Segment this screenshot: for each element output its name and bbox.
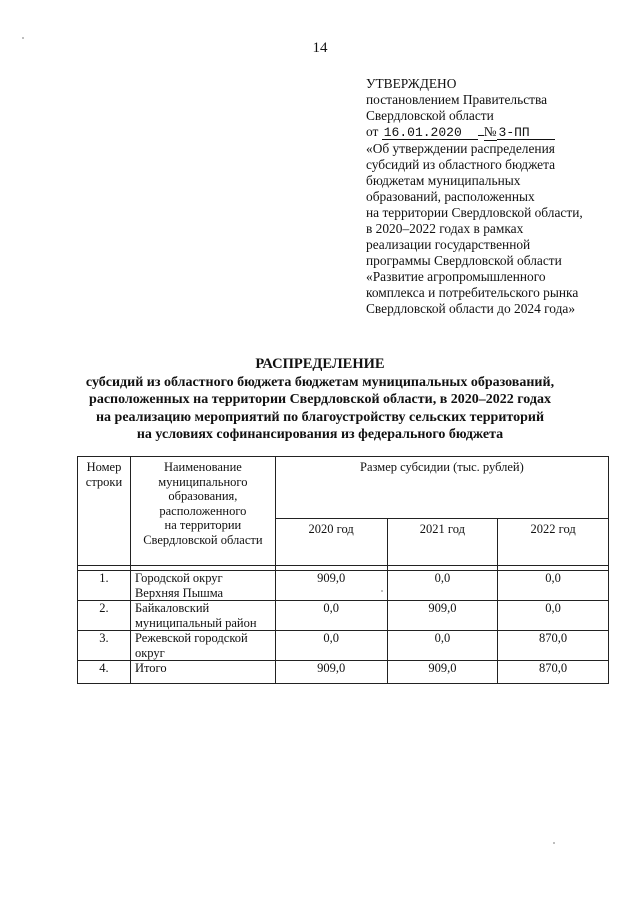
row-value-2022: 870,0: [498, 631, 609, 661]
header-amount: Размер субсидии (тыс. рублей): [275, 457, 608, 519]
approval-subject-line: субсидий из областного бюджета: [366, 157, 556, 172]
row-name: Итого: [130, 661, 275, 684]
approval-title: УТВЕРЖДЕНО: [366, 76, 457, 91]
header-year-2021: 2021 год: [387, 519, 498, 566]
date-prefix: от: [366, 124, 379, 139]
row-value-2022: 0,0: [498, 601, 609, 631]
row-value-2021: 909,0: [387, 601, 498, 631]
table-row: [78, 601, 609, 631]
approval-subject-line: программы Свердловской области: [366, 253, 562, 268]
row-value-2021: 0,0: [387, 571, 498, 601]
approval-subject-line: «Развитие агропромышленного: [366, 269, 546, 284]
row-value-2022: 870,0: [498, 661, 609, 684]
header-name: Наименование муниципального образования, расположенного на территории Свердловской области: [130, 457, 275, 566]
scan-speck: [22, 37, 24, 39]
row-name: Режевской городской округ: [130, 631, 275, 661]
approval-subject-line: «Об утверждении распределения: [366, 141, 555, 156]
table-row-total: [78, 661, 609, 684]
distribution-table: [77, 456, 609, 684]
row-name: Городской округ Верхняя Пышма: [130, 571, 275, 601]
approval-subject-line: Свердловской области до 2024 года»: [366, 301, 576, 316]
approval-number: 3-ПП: [497, 126, 555, 140]
approval-subject-line: бюджетам муниципальных: [366, 173, 521, 188]
approval-line: Свердловской области: [366, 108, 494, 123]
table-row: [78, 631, 609, 661]
approval-subject-line: в 2020–2022 годах в рамках: [366, 221, 524, 236]
row-value-2020: 909,0: [275, 661, 387, 684]
header-year-2022: 2022 год: [498, 519, 609, 566]
approval-subject-line: реализации государственной: [366, 237, 531, 252]
row-value-2020: 909,0: [275, 571, 387, 601]
page-number: 14: [312, 40, 328, 56]
row-name: Байкаловский муниципальный район: [130, 601, 275, 631]
approval-subject-line: комплекса и потребительского рынка: [366, 285, 579, 300]
document-heading: [0, 356, 640, 444]
table-header-row: [78, 457, 609, 519]
scan-speck: [553, 842, 555, 844]
approval-subject-line: образований, расположенных: [366, 189, 535, 204]
scan-speck: [381, 590, 383, 592]
row-value-2020: 0,0: [275, 631, 387, 661]
row-value-2022: 0,0: [498, 571, 609, 601]
row-value-2021: 909,0: [387, 661, 498, 684]
row-value-2020: 0,0: [275, 601, 387, 631]
approval-date: 16.01.2020: [382, 126, 478, 140]
approval-block: [366, 76, 616, 317]
approval-subject-line: на территории Свердловской области,: [366, 205, 583, 220]
row-number: 1.: [78, 571, 131, 601]
number-prefix: №: [483, 124, 497, 139]
heading-title: РАСПРЕДЕЛЕНИЕ: [255, 356, 385, 372]
table-row: [78, 571, 609, 601]
approval-line: постановлением Правительства: [366, 92, 548, 107]
heading-line: расположенных на территории Свердловской области, в 2020–2022 годах: [89, 392, 551, 407]
heading-line: субсидий из областного бюджета бюджетам муниципальных образований,: [85, 374, 555, 390]
heading-line: на условиях софинансирования из федерального бюджета: [136, 427, 504, 442]
header-number: Номер строки: [78, 457, 131, 566]
row-number: 2.: [78, 601, 131, 631]
row-value-2021: 0,0: [387, 631, 498, 661]
approval-date-line: [366, 124, 616, 141]
header-year-2020: 2020 год: [275, 519, 387, 566]
row-number: 3.: [78, 631, 131, 661]
heading-line: на реализацию мероприятий по благоустройству сельских территорий: [95, 409, 545, 425]
row-number: 4.: [78, 661, 131, 684]
